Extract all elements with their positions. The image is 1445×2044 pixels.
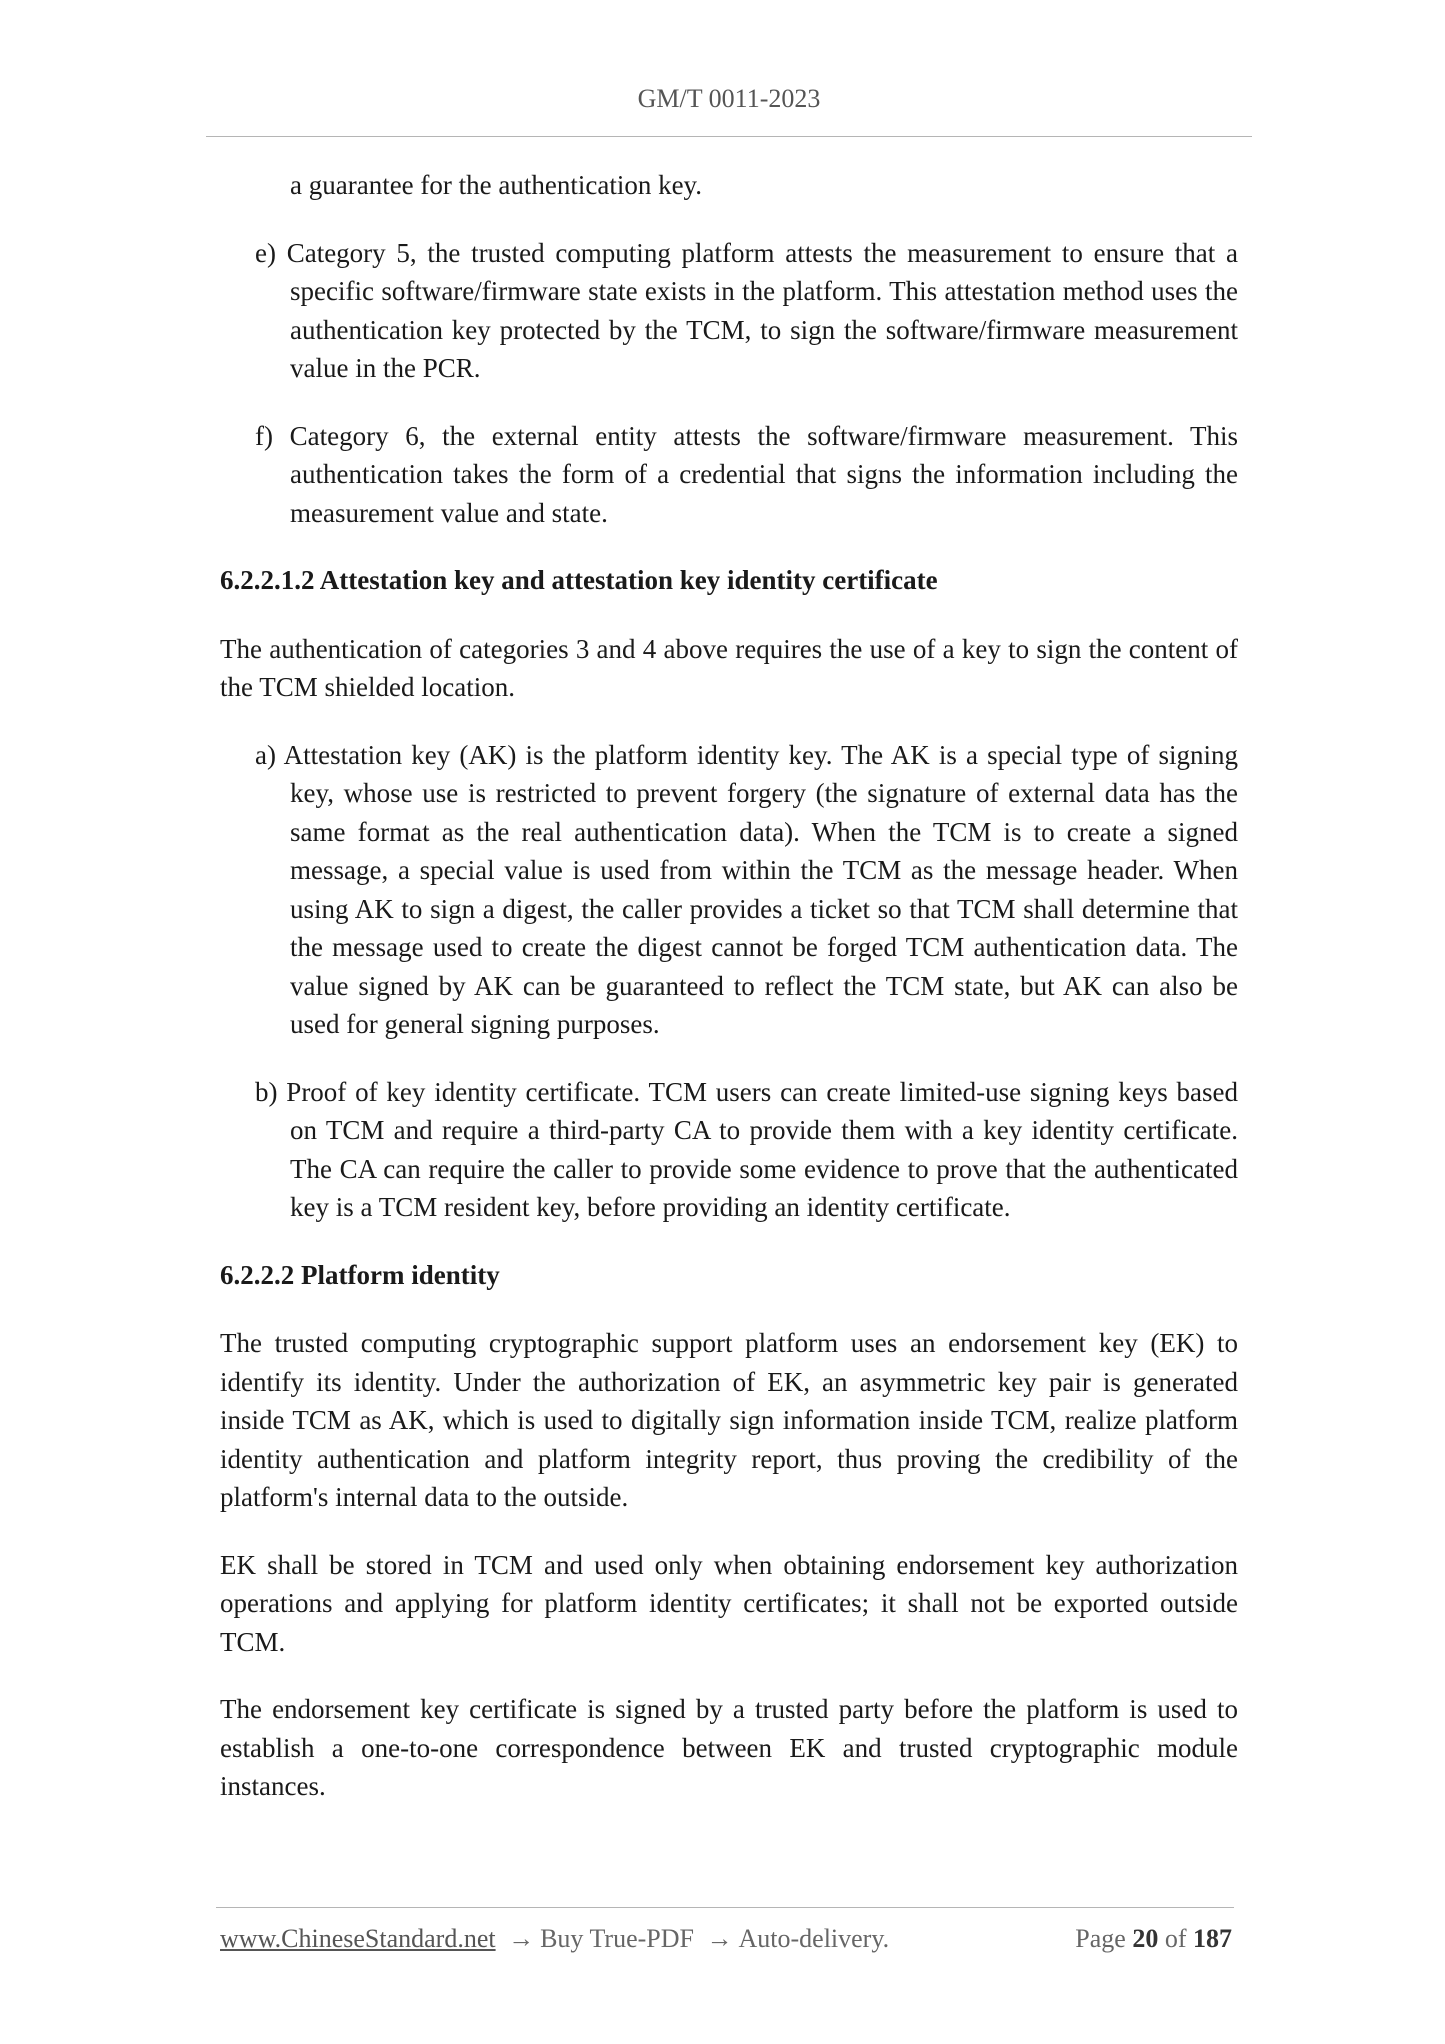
site-link[interactable]: www.ChineseStandard.net (220, 1924, 496, 1953)
page-number (1075, 1924, 1232, 1954)
page-content (220, 166, 1238, 1835)
paragraph: The trusted computing cryptographic support platform uses an endorsement key (EK) to identify its identity. Under the authorization of EK, an asymmetric key pair is generated inside TCM as AK, which is used to digitally sign information inside TCM, realize platform identity authentication and platform integrity report, thus proving the credibility of the platform's internal data to the outside. (220, 1328, 1238, 1512)
buy-pdf-text: Buy True-PDF (540, 1924, 694, 1953)
arrow-right-icon: → (706, 1924, 733, 1953)
footer-divider (216, 1907, 1234, 1908)
arrow-right-icon: → (508, 1924, 535, 1953)
paragraph: The authentication of categories 3 and 4 above requires the use of a key to sign the content of the TCM shielded location. (220, 633, 1238, 702)
section-heading-6-2-2-1-2: 6.2.2.1.2 Attestation key and attestation key identity certificate (220, 565, 938, 595)
paragraph-continuation: a guarantee for the authentication key. (290, 170, 703, 200)
list-item-e: e) Category 5, the trusted computing platform attests the measurement to ensure that a specific software/firmware state exists in the platform. This attestation method uses the authentication key protected by the TCM, to sign the software/firmware measurement value in the PCR. (255, 237, 1238, 383)
delivery-text: Auto-delivery. (738, 1924, 890, 1953)
total-pages: 187 (1193, 1924, 1232, 1953)
list-item-a: a) Attestation key (AK) is the platform identity key. The AK is a special type of signing key, whose use is restricted to prevent forgery (the signature of external data has the same format as the real authentication data). When the TCM is to create a signed message, a special value is used from within the TCM as the message header. When using AK to sign a digest, the caller provides a ticket so that TCM shall determine that the message used to create the digest cannot be forged TCM authentication data. The value signed by AK can be guaranteed to reflect the TCM state, but AK can also be used for general signing purposes. (255, 739, 1238, 1039)
page-of-label: of (1164, 1924, 1187, 1953)
section-heading-6-2-2-2: 6.2.2.2 Platform identity (220, 1259, 500, 1290)
header-divider (206, 136, 1252, 137)
page-label: Page (1075, 1924, 1126, 1953)
footer-promo (220, 1924, 889, 1954)
list-item-b: b) Proof of key identity certificate. TCM users can create limited-use signing keys based on TCM and require a third-party CA to provide them with a key identity certificate. The CA can require the caller to provide some evidence to prove that the authenticated key is a TCM resident key, before providing an identity certificate. (255, 1076, 1238, 1222)
document-id-header: GM/T 0011-2023 (637, 84, 821, 113)
current-page: 20 (1132, 1924, 1159, 1953)
paragraph: The endorsement key certificate is signed by a trusted party before the platform is used to establish a one-to-one correspondence between EK and trusted cryptographic module instances. (220, 1694, 1238, 1801)
paragraph: EK shall be stored in TCM and used only when obtaining endorsement key authorization operations and applying for platform identity certificates; it shall not be exported outside TCM. (220, 1549, 1238, 1657)
page-footer (220, 1924, 1232, 1954)
list-item-f: f) Category 6, the external entity attests the software/firmware measurement. This authentication takes the form of a credential that signs the information including the measurement value and state. (255, 420, 1238, 528)
